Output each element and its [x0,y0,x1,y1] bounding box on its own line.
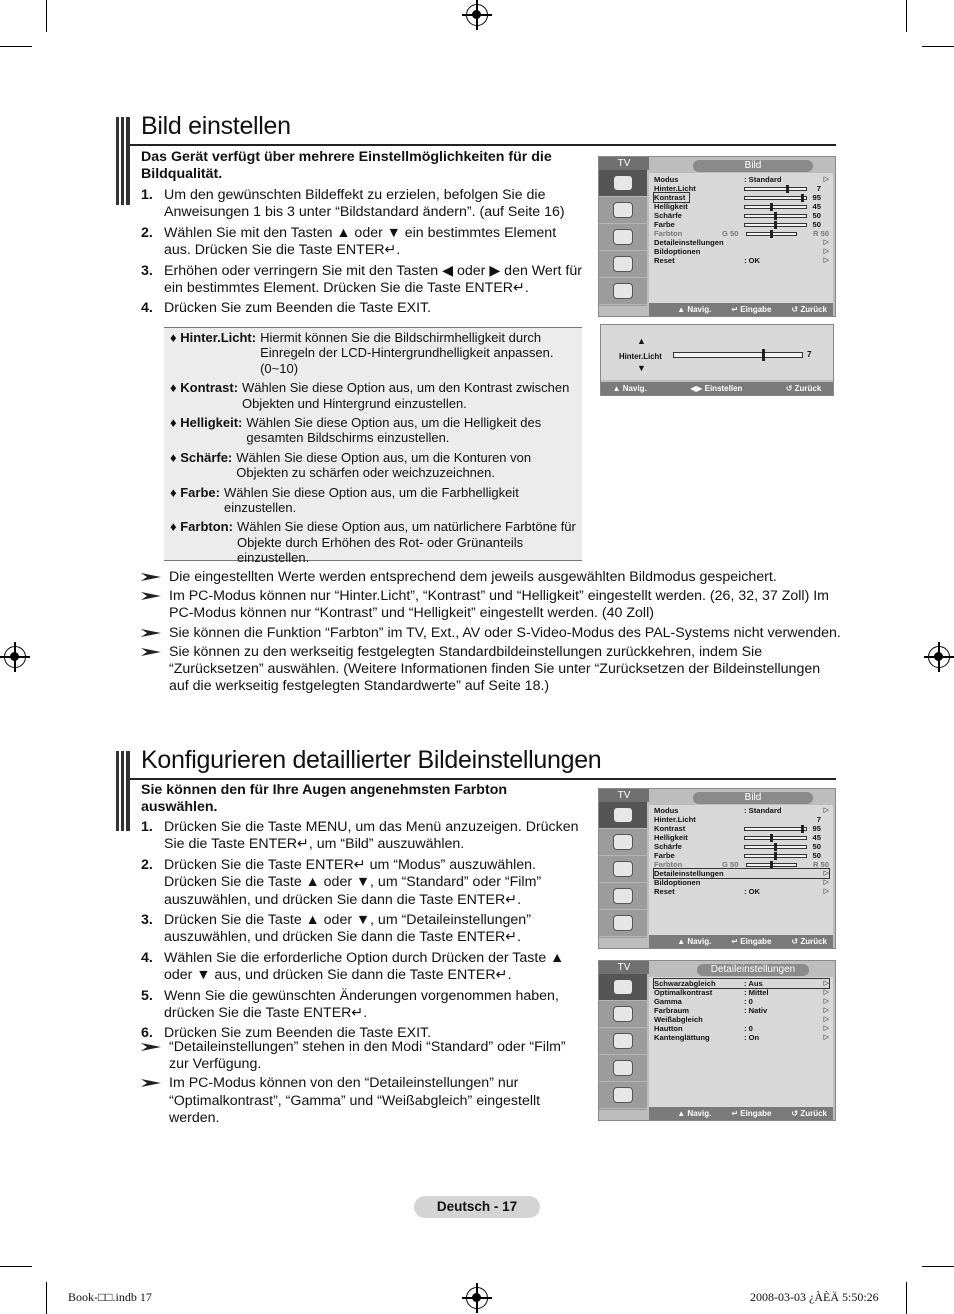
steps-list [141,187,586,321]
section-title: Konfigurieren detaillierter Bildeinstellungen [141,746,602,774]
osd-title: Bild [693,792,813,804]
section-bar [116,117,130,205]
slider-knob [774,221,777,229]
osd-row-modus: Modus : Standard ▷ [654,175,829,184]
channel-icon [599,1028,647,1055]
step-item: 5. Wenn Sie die gewünschten Änderungen vorgenommen haben, drücken Sie die Taste ENTER↵. [141,987,559,1022]
osd-detail-menu [598,960,836,1121]
osd-footer: ▲ Navig. ◀▶ Einstellen ↺ Zurück [601,382,833,395]
note-item: Sie können zu den werkseitig festgelegten Standardbildeinstellungen zurückkehren, indem Sie “Zurücksetzen” auswählen. (Weitere Informationen finden Sie unter “Zurücksetzen der Bildeinstellungen auf die werkseitig festgelegten Standardwerte” auf Seite 18.) [141,644,841,696]
input-icon [599,1082,647,1109]
osd-body [649,173,833,303]
osd-row-hinterlicht: Hinter.Licht 7 [654,815,821,824]
crop-mark [0,1266,32,1267]
section-rule [130,144,836,146]
backlight-bar [673,352,803,358]
osd-row-reset: Reset : OK ▷ [654,887,829,896]
osd-body [649,977,833,1107]
step-item: 1. Um den gewünschten Bildeffekt zu erzielen, befolgen Sie die Anweisungen 1 bis 3 unter “Bildstandard ändern”. (auf Seite 16) [141,187,565,221]
option-item: ♦ Hinter.Licht: Hiermit können Sie die Bildschirmhelligkeit durch Einregeln der LCD-Hintergrundhelligkeit anpassen. (0~10) [170,330,554,376]
slider-knob [801,825,804,833]
page-number-badge: Deutsch - 17 [414,1196,540,1218]
backlight-value: 7 [807,350,812,359]
osd-row-optimalkontrast: Optimalkontrast : Mittel ▷ [654,988,829,997]
section-title: Bild einstellen [141,112,291,140]
osd-tab: TV [599,789,649,802]
step-item: 2. Drücken Sie die Taste ENTER↵ um “Modus” auszuwählen. Drücken Sie die Taste ▲ oder ▼, um “Standard” oder “Film” auszuwählen, und drücken Sie dann die Taste ENTER↵. [141,856,542,908]
slider-knob [774,852,777,860]
section-bar [116,751,130,831]
slider-knob [770,861,773,869]
input-icon [599,910,647,937]
osd-row-kontrast: Kontrast [654,193,689,202]
setup-icon [599,1055,647,1082]
osd-bild-menu [598,156,836,317]
note-arrow-icon [141,647,161,657]
registration-mark-icon [928,646,950,668]
note-item: Im PC-Modus können von den “Detaileinstellungen” nur “Optimalkontrast”, “Gamma” und “Weißabgleich” eingestellt werden. [141,1075,586,1127]
print-slug-right: 2008-03-03 ¿ÀÈÄ 5:50:26 [750,1290,879,1304]
osd-row-hautton: Hautton : 0 ▷ [654,1024,829,1033]
step-item: 4. Drücken Sie zum Beenden die Taste EXIT. [141,300,432,317]
picture-icon [599,974,647,1001]
crop-mark [906,1282,907,1314]
backlight-label: Hinter.Licht [619,352,662,361]
osd-row-gamma: Gamma : 0 ▷ [654,997,829,1006]
channel-icon [599,856,647,883]
slider-knob [770,203,773,211]
osd-bild-menu-detail [598,788,836,949]
print-slug-left: Book-□□.indb 17 [68,1290,152,1304]
setup-icon [599,883,647,910]
note-arrow-icon [141,628,161,638]
osd-sidebar [599,170,647,306]
step-item: 4. Wählen Sie die erforderliche Option durch Drücken der Taste ▲ oder ▼ aus, und drücken Sie dann die Taste ENTER↵. [141,949,565,984]
osd-title: Detaileinstellungen [697,964,809,976]
picture-icon [599,170,647,197]
down-arrow-icon: ▼ [637,363,646,373]
section-rule [130,778,836,780]
note-arrow-icon [141,572,161,582]
osd-row-bildoptionen: Bildoptionen ▷ [654,878,829,887]
slider-knob [770,230,773,238]
slider-knob [762,349,765,361]
step-item: 3. Erhöhen oder verringern Sie mit den Tasten ◀ oder ▶ den Wert für ein bestimmtes Element. Drücken Sie die Taste ENTER↵. [141,262,582,297]
sound-icon [599,829,647,856]
notes-list [141,569,841,697]
osd-row-detail: Detaileinstellungen ▷ [654,238,829,247]
osd-footer: ▲ Navig. ↵ Eingabe ↺ Zurück [649,1107,833,1120]
note-arrow-icon [141,591,161,601]
registration-mark-icon [466,4,488,26]
osd-row-schaerfe: Schärfe 50 [654,842,821,851]
up-arrow-icon: ▲ [637,336,646,346]
osd-row-kantenglaettung: Kantenglättung : On ▷ [654,1033,829,1042]
options-box [164,327,582,566]
input-icon [599,278,647,305]
note-item: “Detaileinstellungen” stehen in den Modi “Standard” oder “Film” zur Verfügung. [141,1039,586,1073]
slider-knob [774,212,777,220]
slider-knob [801,194,804,202]
osd-sidebar [599,802,647,938]
osd-row-farbe: Farbe 50 [654,220,821,229]
step-item: 2. Wählen Sie mit den Tasten ▲ oder ▼ ein bestimmtes Element aus. Drücken Sie die Taste ENTER↵. [141,224,557,259]
sound-icon [599,1001,647,1028]
registration-mark-icon [466,1287,488,1309]
osd-tab: TV [599,961,649,974]
osd-row-schaerfe: Schärfe 50 [654,211,821,220]
picture-icon [599,802,647,829]
osd-body [649,805,833,935]
crop-mark [0,46,32,47]
channel-icon [599,224,647,251]
osd-row-helligkeit: Helligkeit 45 [654,202,821,211]
slider-knob [770,834,773,842]
osd-backlight-slider [600,324,834,396]
option-item: ♦ Schärfe: Wählen Sie diese Option aus, um die Konturen von Objekten zu schärfen oder weichzuzeichnen. [170,449,532,481]
step-item: 6. Drücken Sie zum Beenden die Taste EXIT. [141,1025,432,1042]
osd-sidebar [599,974,647,1110]
option-item: ♦ Farbe: Wählen Sie diese Option aus, um die Farbhelligkeit einzustellen. [170,484,519,516]
osd-row-hinterlicht: Hinter.Licht 7 [654,184,821,193]
note-item: Im PC-Modus können nur “Hinter.Licht”, “Kontrast” und “Helligkeit” eingestellt werden. (26, 32, 37 Zoll) Im PC-Modus können nur “Kontrast” und “Helligkeit” eingestellt werden. (40 Zoll) [141,588,841,622]
osd-row-farbton: Farbton G 50 R 50 [654,860,829,869]
crop-mark [922,46,954,47]
osd-footer: ▲ Navig. ↵ Eingabe ↺ Zurück [649,303,833,316]
osd-row-kontrast: Kontrast 95 [654,824,821,833]
section-intro: Sie können den für Ihre Augen angenehmsten Farbton auswählen. [141,782,508,816]
sound-icon [599,197,647,224]
crop-mark [906,0,907,32]
crop-mark [46,0,47,32]
crop-mark [922,1266,954,1267]
osd-row-helligkeit: Helligkeit 45 [654,833,821,842]
osd-tab: TV [599,157,649,170]
crop-mark [46,1282,47,1314]
option-item: ♦ Helligkeit: Wählen Sie diese Option aus, um die Helligkeit des gesamten Bildschirms einzustellen. [170,415,542,446]
osd-row-farbe: Farbe 50 [654,851,821,860]
osd-row-weissabgleich: Weißabgleich ▷ [654,1015,829,1024]
steps-list [141,819,586,1046]
osd-row-farbraum: Farbraum : Nativ ▷ [654,1006,829,1015]
note-item: Die eingestellten Werte werden entsprechend dem jeweils ausgewählten Bildmodus gespeichert. [141,569,841,586]
slider-knob [774,843,777,851]
notes-list [141,1039,586,1129]
osd-footer: ▲ Navig. ↵ Eingabe ↺ Zurück [649,935,833,948]
osd-row-kontrast-value: 95 [654,193,829,202]
option-item: ♦ Kontrast: Wählen Sie diese Option aus, um den Kontrast zwischen Objekten und Hintergrund einzustellen. [170,380,570,411]
osd-row-detail: Detaileinstellungen ▷ [654,869,829,878]
osd-row-modus: Modus : Standard ▷ [654,806,829,815]
step-item: 1. Drücken Sie die Taste MENU, um das Menü anzuzeigen. Drücken Sie die Taste ENTER↵, um “Bild” auszuwählen. [141,819,579,853]
osd-title: Bild [693,160,813,172]
slider-knob [786,185,789,193]
osd-row-schwarzabgleich: Schwarzabgleich : Aus ▷ [654,979,829,988]
osd-row-bildoptionen: Bildoptionen ▷ [654,247,829,256]
step-item: 3. Drücken Sie die Taste ▲ oder ▼, um “Detaileinstellungen” auszuwählen, und drücken Sie dann die Taste ENTER↵. [141,912,531,946]
setup-icon [599,251,647,278]
registration-mark-icon [4,646,26,668]
note-arrow-icon [141,1078,161,1088]
note-arrow-icon [141,1042,161,1052]
section-intro: Das Gerät verfügt über mehrere Einstellmöglichkeiten für die Bildqualität. [141,149,552,183]
osd-row-farbton: Farbton G 50 R 50 [654,229,829,238]
option-item: ♦ Farbton: Wählen Sie diese Option aus, um natürlichere Farbtöne für Objekte durch Erhöhen des Rot- oder Grünanteils einzustellen. [170,519,576,566]
note-item: Sie können die Funktion “Farbton” im TV, Ext., AV oder S-Video-Modus des PAL-Systems nicht verwenden. [141,625,841,642]
osd-row-reset: Reset : OK ▷ [654,256,829,265]
